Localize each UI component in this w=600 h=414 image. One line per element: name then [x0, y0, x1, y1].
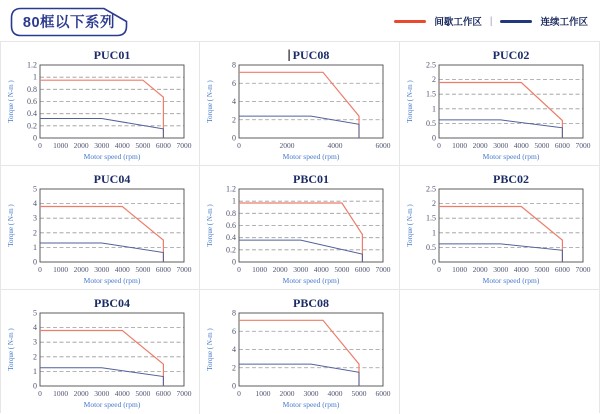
x-tick-label: 2000 [279, 141, 295, 150]
continuous-curve [40, 119, 163, 139]
x-tick-label: 6000 [355, 265, 371, 274]
x-tick-label: 3000 [492, 141, 508, 150]
x-tick-label: 0 [436, 265, 441, 274]
legend-separator: | [489, 15, 493, 27]
series-badge-label: 80框以下系列 [22, 15, 116, 31]
x-axis-label: Motor speed (rpm) [482, 152, 539, 161]
x-tick-label: 2000 [272, 265, 288, 274]
chart-puc02 [400, 42, 599, 166]
intermittent-curve [439, 83, 562, 139]
chart-title: PBC08 [293, 296, 330, 310]
y-tick-label: 1 [431, 104, 436, 114]
y-axis-label: Torque ( N-m ) [405, 204, 414, 247]
x-tick-label: 1000 [53, 265, 69, 274]
y-tick-label: 0 [33, 381, 37, 391]
x-tick-label: 0 [237, 389, 242, 398]
y-tick-label: 0.4 [226, 233, 237, 243]
chart-cell-pbc01 [200, 166, 399, 290]
x-axis-label: Motor speed (rpm) [482, 276, 539, 285]
chart-title: PBC01 [293, 172, 330, 186]
y-tick-label: 6 [232, 326, 237, 336]
y-tick-label: 1 [33, 72, 37, 82]
x-tick-label: 5000 [334, 265, 350, 274]
x-tick-label: 1000 [53, 389, 69, 398]
x-tick-label: 7000 [176, 141, 192, 150]
y-tick-label: 0.5 [425, 242, 436, 252]
chart-puc04 [1, 166, 200, 290]
x-tick-label: 7000 [575, 265, 591, 274]
intermittent-curve [239, 72, 359, 138]
y-tick-label: 4 [232, 97, 237, 106]
chart-puc08 [200, 42, 399, 166]
y-tick-label: 0.4 [27, 109, 37, 119]
chart-title: PBC02 [492, 172, 529, 186]
x-tick-label: 5000 [135, 141, 151, 150]
x-tick-label: 4000 [114, 141, 130, 150]
x-tick-label: 6000 [375, 389, 391, 398]
x-tick-label: 0 [38, 141, 42, 150]
y-axis-label: Torque ( N-m ) [7, 80, 15, 123]
chart-cell-pbc02 [400, 166, 599, 290]
y-axis-label: Torque ( N-m ) [206, 204, 215, 247]
plot-border [439, 189, 583, 262]
y-tick-label: 0.6 [27, 97, 37, 106]
y-tick-label: 1.5 [425, 213, 436, 223]
y-tick-label: 6 [232, 78, 237, 88]
x-tick-label: 5000 [135, 389, 151, 398]
chart-cell-puc04 [1, 166, 200, 290]
chart-cell-puc02 [400, 42, 599, 166]
x-tick-label: 4000 [513, 265, 529, 274]
x-tick-label: 1000 [252, 265, 268, 274]
chart-cell-pbc04 [1, 290, 200, 414]
legend-intermittent-label: 间歇工作区 [434, 17, 482, 28]
chart-puc01 [1, 42, 200, 166]
y-tick-label: 2 [33, 352, 37, 362]
x-tick-label: 3000 [303, 389, 319, 398]
y-tick-label: 1 [33, 366, 37, 376]
x-tick-label: 2000 [472, 141, 488, 150]
x-axis-label: Motor speed (rpm) [283, 276, 340, 285]
x-tick-label: 3000 [492, 265, 508, 274]
y-tick-label: 0 [33, 133, 37, 143]
y-tick-label: 2 [431, 199, 436, 209]
x-tick-label: 7000 [375, 265, 391, 274]
chart-title: PUC02 [492, 48, 529, 62]
x-tick-label: 1000 [255, 389, 271, 398]
chart-legend [394, 14, 588, 28]
y-tick-label: 0 [232, 257, 237, 267]
chart-pbc01 [200, 166, 399, 290]
chart-grid [0, 41, 600, 413]
x-tick-label: 1000 [451, 265, 467, 274]
y-tick-label: 0 [33, 257, 37, 267]
chart-title: PUC08 [292, 48, 330, 62]
x-tick-label: 4000 [513, 141, 529, 150]
continuous-curve [439, 244, 562, 262]
chart-cell-puc01 [1, 42, 200, 166]
continuous-curve [40, 243, 163, 262]
x-tick-label: 4000 [314, 265, 330, 274]
x-tick-label: 0 [237, 141, 242, 150]
y-tick-label: 1.2 [226, 184, 237, 194]
plot-border [40, 313, 184, 386]
y-tick-label: 0 [232, 133, 237, 143]
plot-border [40, 189, 184, 262]
y-tick-label: 0 [232, 381, 237, 391]
y-axis-label: Torque ( N-m ) [405, 80, 414, 123]
intermittent-curve [40, 331, 163, 387]
intermittent-line-swatch [394, 20, 426, 23]
y-tick-label: 2.5 [425, 184, 436, 194]
x-tick-label: 2000 [472, 265, 488, 274]
x-axis-label: Motor speed (rpm) [283, 400, 340, 409]
y-tick-label: 8 [232, 60, 237, 70]
text-cursor [289, 50, 290, 62]
x-tick-label: 7000 [575, 141, 591, 150]
y-tick-label: 0.5 [425, 118, 436, 128]
x-tick-label: 6000 [155, 265, 171, 274]
x-tick-label: 3000 [94, 389, 110, 398]
x-tick-label: 6000 [155, 141, 171, 150]
y-tick-label: 1 [232, 196, 237, 206]
x-tick-label: 1000 [451, 141, 467, 150]
chart-pbc02 [400, 166, 599, 290]
x-tick-label: 2000 [73, 265, 89, 274]
y-tick-label: 1 [431, 228, 436, 238]
series-badge [10, 7, 128, 37]
intermittent-curve [40, 80, 163, 138]
chart-pbc04 [1, 290, 200, 414]
chart-cell-puc08 [200, 42, 399, 166]
x-tick-label: 7000 [176, 265, 192, 274]
y-tick-label: 4 [232, 345, 237, 354]
chart-title: PUC04 [93, 172, 131, 186]
x-tick-label: 2000 [279, 389, 295, 398]
y-tick-label: 1.5 [425, 89, 436, 99]
x-tick-label: 5000 [534, 265, 550, 274]
continuous-curve [439, 120, 562, 138]
y-tick-label: 0.2 [27, 121, 37, 131]
x-tick-label: 3000 [293, 265, 309, 274]
chart-title: PBC04 [94, 296, 130, 310]
x-tick-label: 1000 [53, 141, 69, 150]
x-tick-label: 0 [38, 389, 42, 398]
intermittent-curve [239, 320, 359, 386]
x-tick-label: 2000 [73, 141, 89, 150]
chart-title: PUC01 [93, 48, 131, 62]
y-tick-label: 2 [431, 75, 436, 85]
x-tick-label: 6000 [554, 141, 570, 150]
y-tick-label: 4 [33, 199, 37, 209]
x-tick-label: 6000 [375, 141, 391, 150]
x-tick-label: 3000 [94, 265, 110, 274]
x-tick-label: 4000 [327, 389, 343, 398]
y-tick-label: 2 [232, 363, 237, 373]
x-tick-label: 4000 [114, 389, 130, 398]
x-tick-label: 5000 [135, 265, 151, 274]
x-tick-label: 0 [38, 265, 42, 274]
y-axis-label: Torque ( N-m ) [206, 80, 215, 123]
x-tick-label: 4000 [327, 141, 343, 150]
x-tick-label: 5000 [351, 389, 367, 398]
y-tick-label: 1.2 [27, 60, 37, 70]
x-tick-label: 0 [237, 265, 242, 274]
y-tick-label: 5 [33, 308, 37, 318]
x-tick-label: 0 [436, 141, 441, 150]
y-tick-label: 2 [232, 115, 237, 125]
continuous-curve [40, 368, 163, 386]
y-tick-label: 3 [33, 213, 37, 223]
chart-cell-pbc08 [200, 290, 399, 414]
x-tick-label: 4000 [114, 265, 130, 274]
y-tick-label: 0 [431, 257, 436, 267]
y-tick-label: 0.8 [27, 84, 37, 94]
x-axis-label: Motor speed (rpm) [83, 152, 141, 161]
y-tick-label: 5 [33, 184, 37, 194]
empty-cell [400, 290, 599, 414]
y-tick-label: 2 [33, 228, 37, 238]
y-axis-label: Torque ( N-m ) [7, 328, 15, 371]
intermittent-curve [40, 207, 163, 263]
y-tick-label: 4 [33, 323, 37, 333]
y-tick-label: 3 [33, 337, 37, 347]
x-axis-label: Motor speed (rpm) [283, 152, 340, 161]
y-tick-label: 0.2 [226, 245, 237, 255]
y-axis-label: Torque ( N-m ) [206, 328, 215, 371]
intermittent-curve [439, 207, 562, 263]
y-tick-label: 1 [33, 242, 37, 252]
x-tick-label: 3000 [94, 141, 110, 150]
x-axis-label: Motor speed (rpm) [83, 276, 141, 285]
x-axis-label: Motor speed (rpm) [83, 400, 141, 409]
continuous-line-swatch [500, 20, 532, 23]
x-tick-label: 7000 [176, 389, 192, 398]
x-tick-label: 2000 [73, 389, 89, 398]
x-tick-label: 5000 [534, 141, 550, 150]
chart-pbc08 [200, 290, 399, 414]
page-header [0, 0, 600, 41]
intermittent-curve [239, 203, 362, 262]
y-axis-label: Torque ( N-m ) [7, 204, 15, 247]
x-tick-label: 6000 [155, 389, 171, 398]
y-tick-label: 8 [232, 308, 237, 318]
y-tick-label: 0.6 [226, 221, 237, 230]
y-tick-label: 2.5 [425, 60, 436, 70]
legend-continuous-label: 连续工作区 [540, 17, 588, 28]
continuous-curve [239, 240, 362, 262]
y-tick-label: 0.8 [226, 208, 237, 218]
x-tick-label: 6000 [554, 265, 570, 274]
y-tick-label: 0 [431, 133, 436, 143]
plot-border [439, 65, 583, 138]
